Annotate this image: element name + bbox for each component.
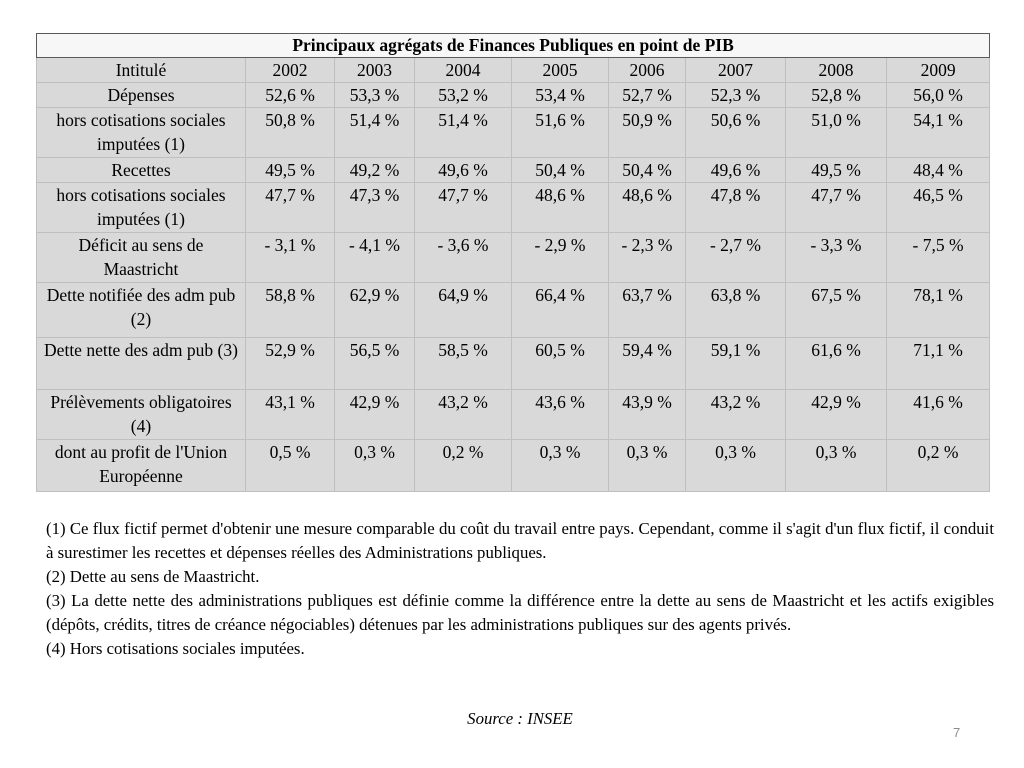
column-header-year: 2009 bbox=[887, 58, 990, 83]
column-header-year: 2006 bbox=[609, 58, 686, 83]
value-cell: 0,3 % bbox=[335, 440, 415, 492]
table-header-row bbox=[37, 58, 990, 83]
value-cell: 58,5 % bbox=[415, 338, 512, 390]
value-cell: 43,2 % bbox=[686, 390, 786, 440]
table-row bbox=[37, 158, 990, 183]
value-cell: 54,1 % bbox=[887, 108, 990, 158]
value-cell: 0,5 % bbox=[246, 440, 335, 492]
value-cell: 62,9 % bbox=[335, 283, 415, 338]
value-cell: 53,3 % bbox=[335, 83, 415, 108]
value-cell: 59,4 % bbox=[609, 338, 686, 390]
row-label: Dépenses bbox=[37, 83, 246, 108]
value-cell: - 3,3 % bbox=[786, 233, 887, 283]
value-cell: 78,1 % bbox=[887, 283, 990, 338]
column-header-label: Intitulé bbox=[37, 58, 246, 83]
row-label: Dette notifiée des adm pub (2) bbox=[37, 283, 246, 338]
table-row bbox=[37, 183, 990, 233]
value-cell: 42,9 % bbox=[335, 390, 415, 440]
value-cell: 67,5 % bbox=[786, 283, 887, 338]
column-header-year: 2005 bbox=[512, 58, 609, 83]
value-cell: 51,4 % bbox=[415, 108, 512, 158]
footnotes bbox=[46, 517, 994, 661]
value-cell: 47,7 % bbox=[786, 183, 887, 233]
row-label: hors cotisations sociales imputées (1) bbox=[37, 108, 246, 158]
value-cell: 50,9 % bbox=[609, 108, 686, 158]
table-row bbox=[37, 233, 990, 283]
value-cell: 43,6 % bbox=[512, 390, 609, 440]
value-cell: - 7,5 % bbox=[887, 233, 990, 283]
value-cell: 51,6 % bbox=[512, 108, 609, 158]
value-cell: 51,0 % bbox=[786, 108, 887, 158]
value-cell: 53,2 % bbox=[415, 83, 512, 108]
value-cell: 41,6 % bbox=[887, 390, 990, 440]
value-cell: 49,5 % bbox=[786, 158, 887, 183]
row-label: Prélèvements obligatoires (4) bbox=[37, 390, 246, 440]
value-cell: 60,5 % bbox=[512, 338, 609, 390]
row-label: Recettes bbox=[37, 158, 246, 183]
footnote: (3) La dette nette des administrations publiques est définie comme la différence entre la dette au sens de Maastricht et les actifs exigibles (dépôts, crédits, titres de créance négociables) détenues par les administrations publiques sur des agents privés. bbox=[46, 591, 994, 634]
footnote: (4) Hors cotisations sociales imputées. bbox=[46, 639, 305, 658]
value-cell: 56,0 % bbox=[887, 83, 990, 108]
table-row bbox=[37, 283, 990, 338]
value-cell: 66,4 % bbox=[512, 283, 609, 338]
value-cell: 47,7 % bbox=[246, 183, 335, 233]
column-header-year: 2004 bbox=[415, 58, 512, 83]
value-cell: 49,6 % bbox=[415, 158, 512, 183]
value-cell: 48,6 % bbox=[609, 183, 686, 233]
footnote: (2) Dette au sens de Maastricht. bbox=[46, 567, 260, 586]
value-cell: 43,2 % bbox=[415, 390, 512, 440]
value-cell: 50,4 % bbox=[609, 158, 686, 183]
value-cell: 49,5 % bbox=[246, 158, 335, 183]
value-cell: 52,8 % bbox=[786, 83, 887, 108]
table-row bbox=[37, 108, 990, 158]
row-label: Déficit au sens de Maastricht bbox=[37, 233, 246, 283]
value-cell: - 2,7 % bbox=[686, 233, 786, 283]
column-header-year: 2007 bbox=[686, 58, 786, 83]
value-cell: 0,3 % bbox=[609, 440, 686, 492]
value-cell: 0,3 % bbox=[786, 440, 887, 492]
value-cell: 52,3 % bbox=[686, 83, 786, 108]
value-cell: - 3,6 % bbox=[415, 233, 512, 283]
column-header-year: 2008 bbox=[786, 58, 887, 83]
value-cell: 0,3 % bbox=[512, 440, 609, 492]
value-cell: 58,8 % bbox=[246, 283, 335, 338]
value-cell: 47,7 % bbox=[415, 183, 512, 233]
value-cell: 51,4 % bbox=[335, 108, 415, 158]
value-cell: 50,6 % bbox=[686, 108, 786, 158]
value-cell: 0,3 % bbox=[686, 440, 786, 492]
value-cell: 48,6 % bbox=[512, 183, 609, 233]
row-label: dont au profit de l'Union Européenne bbox=[37, 440, 246, 492]
value-cell: - 4,1 % bbox=[335, 233, 415, 283]
table-row bbox=[37, 390, 990, 440]
value-cell: 50,8 % bbox=[246, 108, 335, 158]
value-cell: 46,5 % bbox=[887, 183, 990, 233]
value-cell: - 2,3 % bbox=[609, 233, 686, 283]
table-row bbox=[37, 440, 990, 492]
value-cell: 63,7 % bbox=[609, 283, 686, 338]
public-finance-table bbox=[36, 33, 990, 492]
row-label: Dette nette des adm pub (3) bbox=[37, 338, 246, 390]
table-title-row bbox=[37, 34, 990, 58]
page-number: 7 bbox=[953, 725, 961, 740]
value-cell: 47,3 % bbox=[335, 183, 415, 233]
value-cell: 52,7 % bbox=[609, 83, 686, 108]
footnote: (1) Ce flux fictif permet d'obtenir une mesure comparable du coût du travail entre pays. Cependant, comme il s'agit d'un flux fictif, il conduit à surestimer les recettes et dépenses réelles des Administrations publiques. bbox=[46, 519, 994, 562]
value-cell: 47,8 % bbox=[686, 183, 786, 233]
value-cell: 49,2 % bbox=[335, 158, 415, 183]
table-row bbox=[37, 338, 990, 390]
value-cell: 43,9 % bbox=[609, 390, 686, 440]
value-cell: 0,2 % bbox=[887, 440, 990, 492]
value-cell: 61,6 % bbox=[786, 338, 887, 390]
value-cell: 42,9 % bbox=[786, 390, 887, 440]
value-cell: 52,6 % bbox=[246, 83, 335, 108]
value-cell: 64,9 % bbox=[415, 283, 512, 338]
value-cell: 59,1 % bbox=[686, 338, 786, 390]
value-cell: 56,5 % bbox=[335, 338, 415, 390]
value-cell: 71,1 % bbox=[887, 338, 990, 390]
value-cell: 52,9 % bbox=[246, 338, 335, 390]
value-cell: 53,4 % bbox=[512, 83, 609, 108]
value-cell: 0,2 % bbox=[415, 440, 512, 492]
value-cell: 48,4 % bbox=[887, 158, 990, 183]
column-header-year: 2003 bbox=[335, 58, 415, 83]
column-header-year: 2002 bbox=[246, 58, 335, 83]
value-cell: - 3,1 % bbox=[246, 233, 335, 283]
value-cell: - 2,9 % bbox=[512, 233, 609, 283]
value-cell: 49,6 % bbox=[686, 158, 786, 183]
value-cell: 63,8 % bbox=[686, 283, 786, 338]
value-cell: 50,4 % bbox=[512, 158, 609, 183]
table-row bbox=[37, 83, 990, 108]
row-label: hors cotisations sociales imputées (1) bbox=[37, 183, 246, 233]
source-note: Source : INSEE bbox=[467, 709, 573, 728]
value-cell: 43,1 % bbox=[246, 390, 335, 440]
table-title: Principaux agrégats de Finances Publiques en point de PIB bbox=[37, 34, 990, 58]
